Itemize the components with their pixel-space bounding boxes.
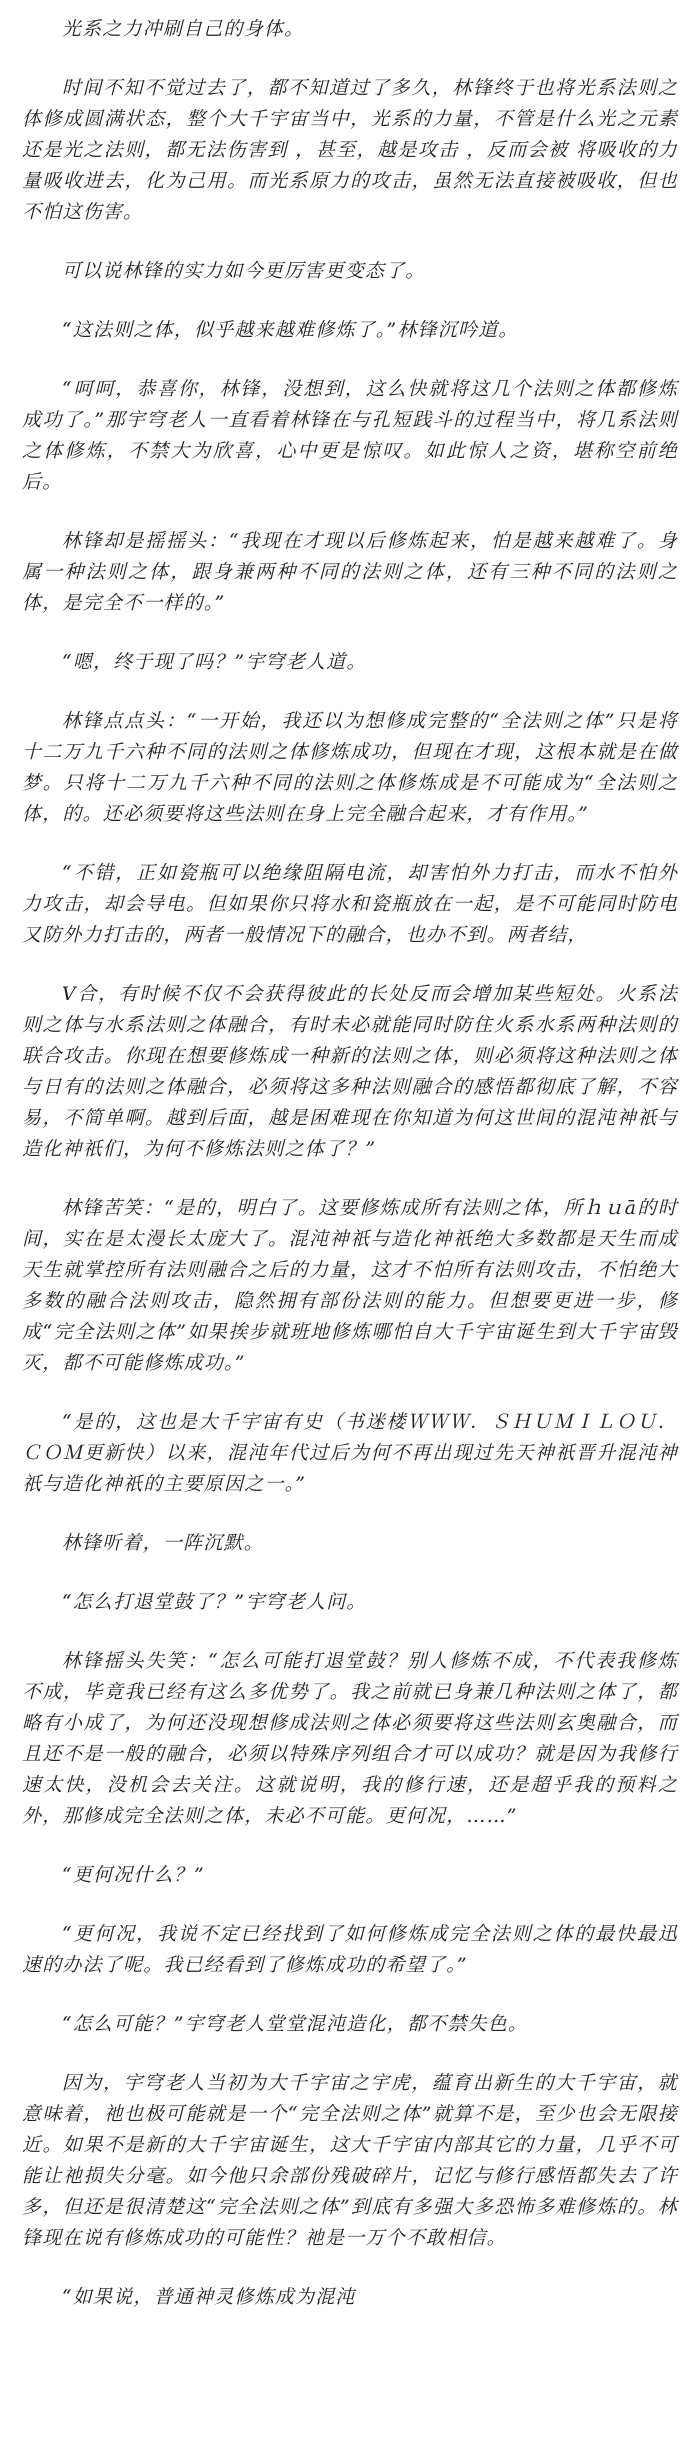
paragraph-13: 林锋听着，一阵沉默。 [61,1532,264,1554]
paragraph-11: 林锋苦笑：“是的，明白了。这要修炼成所有法则之体，所ｈｕā的时间，实在是太漫长太庞大了。混沌神祇与造化神祇绝大多数都是天生而成天生就掌控所有法则融合之后的力量，这才不怕所有法则攻击，不怕绝大多数的融合法则攻击，隐然拥有部份法则的能力。但想要更进一步，修成“完全法则之体”如果挨步就班地修炼哪怕自大千宇宙诞生到大千宇宙毁灭，都不可能修炼成功。” [22,1197,678,1374]
paragraph-4: “这法则之体，似乎越来越难修炼了。”林锋沉吟道。 [61,319,519,341]
paragraph-5: “呵呵，恭喜你，林锋，没想到，这么快就将这几个法则之体都修炼成功了。”那宇穹老人一直看着林锋在与孔短践斗的过程当中，将几系法则之体修炼，不禁大为欣喜，心中更是惊叹。如此惊人之资，堪称空前绝后。 [22,378,678,493]
paragraph-17: “更何况，我说不定已经找到了如何修炼成完全法则之体的最快最迅速的办法了呢。我已经看到了修炼成功的希望了。” [22,1923,678,1976]
paragraph-2: 时间不知不觉过去了，都不知道过了多久，林锋终于也将光系法则之体修成圆满状态，整个大千宇宙当中，光系的力量，不管是什么光之元素还是光之法则，都无法伤害到 ，甚至，越是攻击 ，反而会被 将吸收的力量吸收进去，化为己用。而光系原力的攻击，虽然无法直接被吸收，但也不怕这伤害。 [22,77,678,223]
paragraph-16: “更何况什么？” [61,1864,205,1886]
paragraph-19: 因为，宇穹老人当初为大千宇宙之宇虎，蕴育出新生的大千宇宙，就意味着，祂也极可能就是一个“完全法则之体”就算不是，至少也会无限接近。如果不是新的大千宇宙诞生，这大千宇宙内部其它的力量，几乎不可能让祂损失分毫。如今他只余部份残破碎片，记忆与修行感悟都失去了许多，但还是很清楚这“完全法则之体”到底有多强大多恐怖多难修炼的。林锋现在说有修炼成功的可能性？祂是一万个不敢相信。 [22,2072,678,2249]
paragraph-7: “嗯，终于现了吗？”宇穹老人道。 [61,651,367,673]
paragraph-1: 光系之力冲刷自己的身体。 [61,18,305,40]
paragraph-8: 林锋点点头：“一开始，我还以为想修成完整的“全法则之体”只是将十二万九千六种不同的法则之体修炼成功，但现在才现，这根本就是在做梦。只将十二万九千六种不同的法则之体修炼成是不可能成为“全法则之体，的。还必须要将这些法则在身上完全融合起来，才有作用。” [22,710,678,825]
paragraph-18: “怎么可能？”宇穹老人堂堂混沌造化，都不禁失色。 [61,2013,529,2035]
paragraph-15: 林锋摇头失笑：“怎么可能打退堂鼓？别人修炼不成，不代表我修炼不成，毕竟我已经有这么多优势了。我之前就已身兼几种法则之体了，都略有小成了，为何还没现想修成法则之体必须要将这些法则玄奥融合，而且还不是一般的融合，必须以特殊序列组合才可以成功？就是因为我修行速太快，没机会去关注。这就说明，我的修行速，还是超乎我的预料之外，那修成完全法则之体，未必不可能。更何况，……” [22,1650,678,1827]
paragraph-6: 林锋却是摇摇头：“我现在才现以后修炼起来，怕是越来越难了。身属一种法则之体，跟身兼两种不同的法则之体，还有三种不同的法则之体，是完全不一样的。” [22,530,678,614]
paragraph-12: “是的，这也是大千宇宙有史（书迷楼ＷＷＷ．ＳＨＵＭＩＬＯＵ．ＣＯＭ更新快）以来，混沌年代过后为何不再出现过先天神祇晋升混沌神祇与造化神祇的主要原因之一。” [22,1411,678,1495]
paragraph-9: “不错，正如瓷瓶可以绝缘阻隔电流，却害怕外力打击，而水不怕外力攻击，却会导电。但如果你只将水和瓷瓶放在一起，是不可能同时防电又防外力打击的，两者一般情况下的融合，也办不到。两者结， [22,862,678,946]
paragraph-3: 可以说林锋的实力如今更厉害更变态了。 [61,260,426,282]
paragraph-20: “如果说，普通神灵修炼成为混沌 [61,2286,356,2308]
paragraph-10: V合，有时候不仅不会获得彼此的长处反而会增加某些短处。火系法则之体与水系法则之体融合，有时未必就能同时防住火系水系两种法则的联合攻击。你现在想要修炼成一种新的法则之体，则必须将这种法则之体与日有的法则之体融合，必须将这多种法则融合的感悟都彻底了解，不容易，不简单啊。越到后面，越是困难现在你知道为何这世间的混沌神祇与造化神祇们，为何不修炼法则之体了？” [22,983,678,1160]
paragraph-14: “怎么打退堂鼓了？”宇穹老人问。 [61,1591,367,1613]
